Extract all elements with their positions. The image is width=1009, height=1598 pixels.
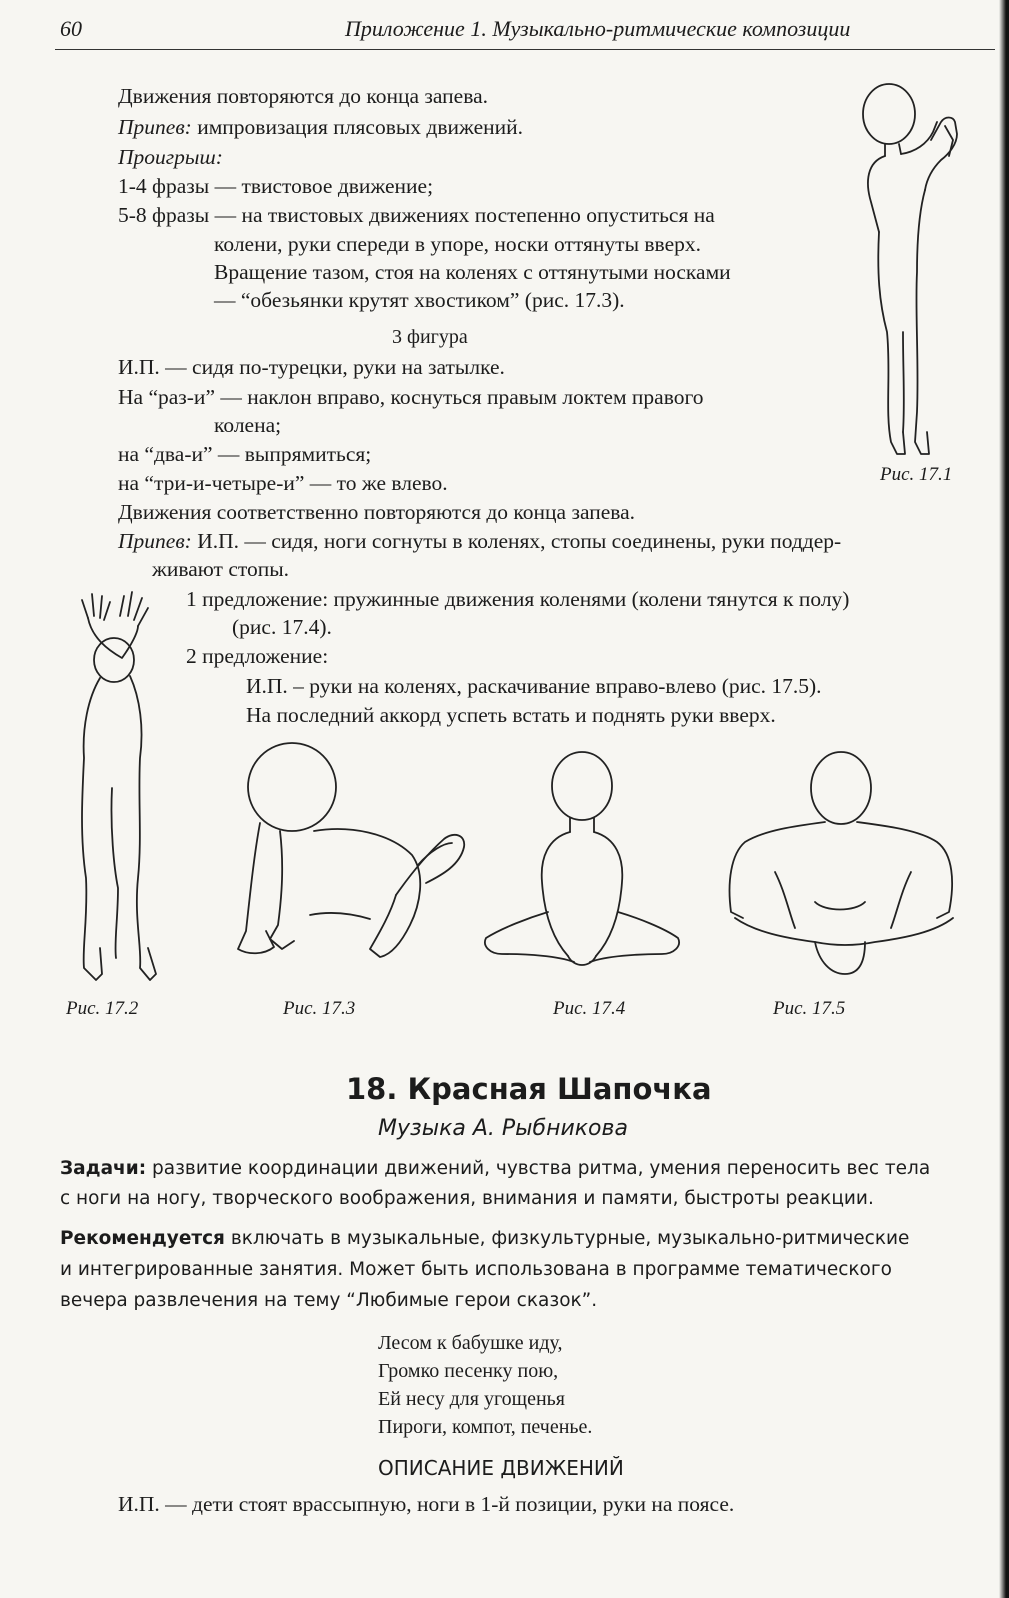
text-line: Движения повторяются до конца запева. bbox=[118, 84, 489, 108]
text-line: На последний аккорд успеть встать и поднять руки вверх. bbox=[246, 703, 776, 727]
text-line: живают стопы. bbox=[152, 557, 290, 581]
figure-caption: Рис. 17.4 bbox=[553, 998, 626, 1019]
tasks-label: Задачи: bbox=[60, 1158, 147, 1179]
movements-heading: ОПИСАНИЕ ДВИЖЕНИЙ bbox=[378, 1456, 624, 1480]
figure-heading: 3 фигура bbox=[392, 326, 468, 348]
standing-child-clapping-figure bbox=[845, 82, 985, 472]
text-line: колена; bbox=[214, 413, 282, 437]
text-line: И.П. — сидя по-турецки, руки на затылке. bbox=[118, 355, 505, 379]
text-line: 5-8 фразы — на твистовых движениях постепенно опуститься на bbox=[118, 203, 715, 227]
text-line: (рис. 17.4). bbox=[232, 615, 332, 639]
text-line: 2 предложение: bbox=[186, 644, 329, 668]
text-line: колени, руки спереди в упоре, носки оттянуты вверх. bbox=[214, 232, 701, 256]
chorus-line bbox=[118, 115, 523, 140]
text-line: и интегрированные занятия. Может быть использована в программе тематического bbox=[60, 1259, 892, 1280]
standing-child-arms-up-figure bbox=[52, 588, 172, 998]
page-edge-shadow bbox=[999, 0, 1009, 1598]
recommend-label: Рекомендуется bbox=[60, 1228, 225, 1249]
figure-caption: Рис. 17.1 bbox=[880, 464, 953, 485]
figure-caption: Рис. 17.5 bbox=[773, 998, 846, 1019]
interlude-label: Проигрыш: bbox=[118, 145, 223, 169]
text-line: На “раз-и” — наклон вправо, коснуться правым локтем правого bbox=[118, 385, 704, 409]
chorus-label: Припев: bbox=[118, 115, 192, 139]
verse-line: Лесом к бабушке иду, bbox=[378, 1332, 563, 1354]
cross-legged-child-hands-on-knees-figure bbox=[715, 742, 975, 982]
seated-child-holding-feet-figure bbox=[478, 742, 688, 982]
text-line: Вращение тазом, стоя на коленях с оттянутыми носками bbox=[214, 260, 731, 284]
text-line: И.П. — дети стоят врассыпную, ноги в 1-й позиции, руки на поясе. bbox=[118, 1492, 735, 1516]
chorus-text: импровизация плясовых движений. bbox=[191, 115, 524, 139]
text-line: 1-4 фразы — твистовое движение; bbox=[118, 174, 434, 198]
page-number: 60 bbox=[60, 16, 82, 41]
text-line: на “три-и-четыре-и” — то же влево. bbox=[118, 471, 448, 495]
section-subtitle: Музыка А. Рыбникова bbox=[378, 1116, 628, 1141]
recommend-line bbox=[60, 1228, 909, 1249]
text-line: с ноги на ногу, творческого воображения, внимания и памяти, быстроты реакции. bbox=[60, 1188, 874, 1209]
running-title: Приложение 1. Музыкально-ритмические композиции bbox=[345, 16, 851, 41]
text-line: на “два-и” — выпрямиться; bbox=[118, 442, 372, 466]
recommend-text: включать в музыкальные, физкультурные, музыкально-ритмические bbox=[224, 1228, 910, 1249]
text-line: вечера развлечения на тему “Любимые герои сказок”. bbox=[60, 1290, 598, 1311]
section-title: 18. Красная Шапочка bbox=[346, 1072, 712, 1106]
tasks-text: развитие координации движений, чувства ритма, умения переносить вес тела bbox=[146, 1158, 931, 1179]
verse-line: Пироги, компот, печенье. bbox=[378, 1416, 593, 1438]
verse-line: Ей несу для угощенья bbox=[378, 1388, 565, 1410]
figure-caption: Рис. 17.3 bbox=[283, 998, 356, 1019]
chorus-line bbox=[118, 529, 841, 554]
figure-caption: Рис. 17.2 bbox=[66, 998, 139, 1019]
kneeling-child-on-all-fours-figure bbox=[230, 735, 480, 975]
text-line: — “обезьянки крутят хвостиком” (рис. 17.3). bbox=[214, 288, 625, 312]
header-rule bbox=[55, 49, 995, 50]
chorus-label: Припев: bbox=[118, 529, 192, 553]
tasks-line bbox=[60, 1158, 930, 1179]
verse-line: Громко песенку пою, bbox=[378, 1360, 559, 1382]
chorus-text: И.П. — сидя, ноги согнуты в коленях, стопы соединены, руки поддер- bbox=[191, 529, 842, 553]
text-line: 1 предложение: пружинные движения коленями (колени тянутся к полу) bbox=[186, 587, 850, 611]
text-line: И.П. – руки на коленях, раскачивание вправо-влево (рис. 17.5). bbox=[246, 674, 822, 698]
text-line: Движения соответственно повторяются до конца запева. bbox=[118, 500, 636, 524]
